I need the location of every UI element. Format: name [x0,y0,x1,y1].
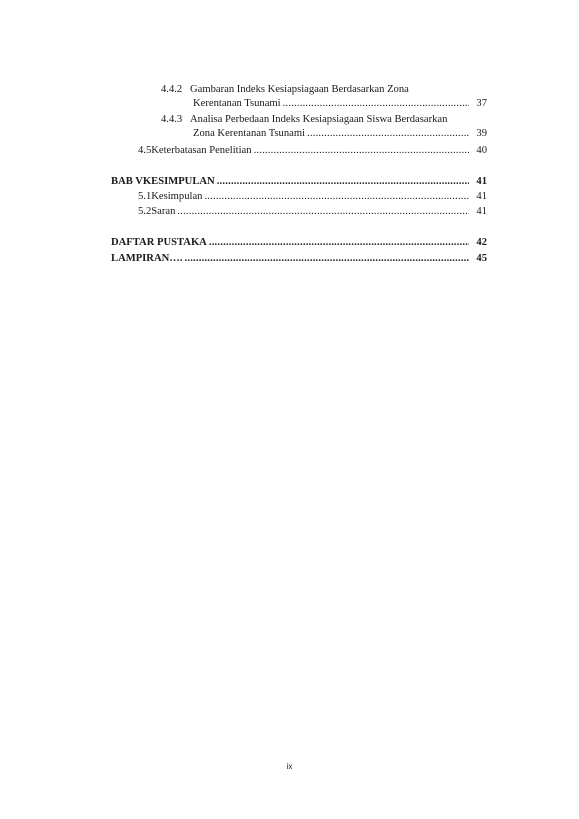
toc-entry-title-cont: Kerentanan Tsunami [193,98,281,109]
toc-leader-dots [283,97,469,111]
page-number-footer: ix [286,762,293,771]
toc-leader-dots [177,205,469,219]
toc-entry-number: 4.4.3 [161,114,183,125]
toc-entry-title: Kesimpulan [151,191,203,202]
toc-leader-dots [209,236,469,250]
toc-entry-4-4-3-line1 [161,113,447,127]
toc-leader-dots [185,252,469,266]
toc-entry-title: Gambaran Indeks Kesiapsiagaan Berdasarkan Zona [190,84,409,95]
toc-leader-dots [217,175,469,189]
toc-chapter-number: BAB V [111,176,143,187]
toc-section-title: LAMPIRAN…. [111,253,183,264]
toc-entry-5-2[interactable] [138,205,487,219]
toc-entry-number: 4.4.2 [161,84,183,95]
toc-page-number: 39 [476,128,487,139]
toc-lampiran[interactable] [111,252,487,266]
toc-entry-title: Analisa Perbedaan Indeks Kesiapsiagaan Siswa Berdasarkan [190,114,448,125]
toc-leader-dots [307,127,469,141]
toc-page-number: 41 [476,176,487,187]
toc-leader-dots [254,144,469,158]
toc-entry-title: Saran [151,206,176,217]
toc-page-number: 41 [476,191,487,202]
toc-page-number: 42 [476,237,487,248]
toc-entry-4-4-2-line2[interactable] [193,97,487,111]
toc-entry-4-4-2-line1 [161,83,409,97]
toc-entry-number: 5.1 [138,191,152,202]
toc-page-number: 37 [476,98,487,109]
toc-entry-title: Keterbatasan Penelitian [151,145,252,156]
toc-leader-dots [204,190,469,204]
toc-daftar-pustaka[interactable] [111,236,487,250]
toc-section-title: DAFTAR PUSTAKA [111,237,207,248]
toc-entry-5-1[interactable] [138,190,487,204]
toc-page-number: 41 [476,206,487,217]
toc-page-number: 45 [476,253,487,264]
toc-entry-4-5[interactable] [138,144,487,158]
toc-page-number: 40 [476,145,487,156]
toc-chapter-title: KESIMPULAN [142,176,215,187]
toc-entry-number: 4.5 [138,145,152,156]
toc-entry-4-4-3-line2[interactable] [193,127,487,141]
toc-chapter-bab-v[interactable] [111,175,487,189]
toc-entry-title-cont: Zona Kerentanan Tsunami [193,128,306,139]
toc-entry-number: 5.2 [138,206,152,217]
